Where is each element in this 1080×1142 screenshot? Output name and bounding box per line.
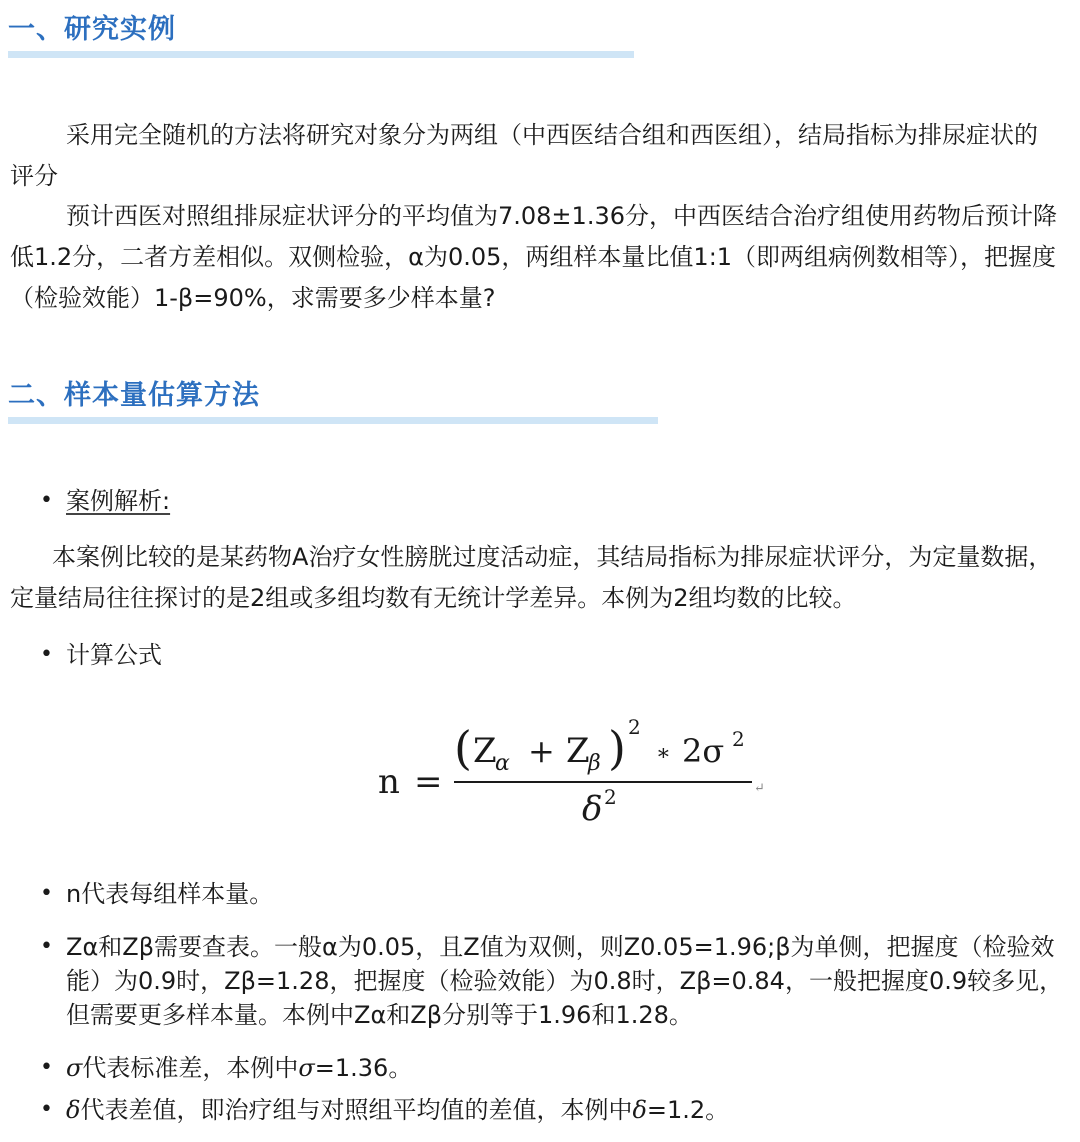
return-mark-icon: ↵ [754,781,765,796]
case-analysis-paragraph [10,537,1060,619]
formula-delta-exponent: 2 [604,785,617,809]
formula-delta: δ [582,789,603,829]
formula-square-exponent: 2 [628,715,641,739]
formula-times: ∗ [656,741,671,766]
formula-label: 计算公式 [66,641,162,669]
section-2-underline-bar [8,417,658,424]
case-analysis-bullet [40,484,1070,518]
n-definition-text: n代表每组样本量。 [66,880,274,908]
section-2-title: 二、样本量估算方法 [8,380,260,411]
formula-n: n [378,762,400,802]
section-1-underline-bar [8,51,634,58]
bullet-dot: • [40,881,53,906]
case-analysis-text: 本案例比较的是某药物A治疗女性膀胱过度活动症，其结局指标为排尿症状评分，为定量数据，定量结局往往探讨的是2组或多组均数有无统计学差异。本例为2组均数的比较。 [10,543,1053,612]
sigma-definition-bullet [40,1051,1070,1085]
formula-sigma-exponent: 2 [732,727,745,751]
study-parameters-paragraph [10,196,1060,319]
delta-definition-text: δ代表差值，即治疗组与对照组平均值的差值，本例中δ=1.2。 [66,1096,730,1124]
section-2-heading [8,382,658,424]
z-values-bullet [40,930,1070,1032]
formula-equals: = [414,762,443,802]
delta-symbol: δ [632,1096,647,1124]
z-values-text: Zα和Zβ需要查表。一般α为0.05，且Z值为双侧，则Z0.05=1.96;β为单侧，把握度（检验效能）为0.9时，Zβ=1.28，把握度（检验效能）为0.8时，Zβ=0.84，一般把握度0.9较多见，但需要更多样本量。本例中Zα和Zβ分别等于1.96和1.28。 [66,933,1064,1029]
section-1-heading [8,16,634,58]
bullet-dot: • [40,642,53,667]
bullet-dot: • [40,488,53,513]
case-analysis-label: 案例解析: [66,487,171,515]
delta-symbol: δ [66,1096,81,1124]
study-description-text: 采用完全随机的方法将研究对象分为两组（中西医结合组和西医组），结局指标为排尿症状的评分 [10,121,1038,190]
sigma-symbol: σ [298,1054,315,1082]
sample-size-formula [370,710,790,840]
formula-open-paren: ( [454,721,472,775]
formula-plus: + [528,732,555,770]
sigma-symbol: σ [66,1054,83,1082]
sigma-definition-text: σ代表标准差，本例中σ=1.36。 [66,1054,413,1082]
formula-two-sigma: 2σ [682,732,725,770]
study-parameters-text: 预计西医对照组排尿症状评分的平均值为7.08±1.36分，中西医结合治疗组使用药物后预计降低1.2分，二者方差相似。双侧检验，α为0.05，两组样本量比值1:1（即两组病例数相等），把握度（检验效能）1-β=90%，求需要多少样本量? [10,202,1057,312]
formula-alpha-subscript: α [495,751,510,776]
bullet-dot: • [40,1097,53,1122]
formula-z-beta: Z [566,731,590,771]
bullet-dot: • [40,934,53,959]
bullet-dot: • [40,1055,53,1080]
formula-beta-subscript: β [588,751,601,776]
section-1-title: 一、研究实例 [8,14,176,45]
n-definition-bullet [40,877,1070,911]
study-description-paragraph [10,115,1060,197]
formula-bullet [40,638,1070,672]
delta-definition-bullet [40,1093,1070,1127]
formula-z-alpha: Z [473,731,497,771]
formula-close-paren: ) [608,721,626,775]
